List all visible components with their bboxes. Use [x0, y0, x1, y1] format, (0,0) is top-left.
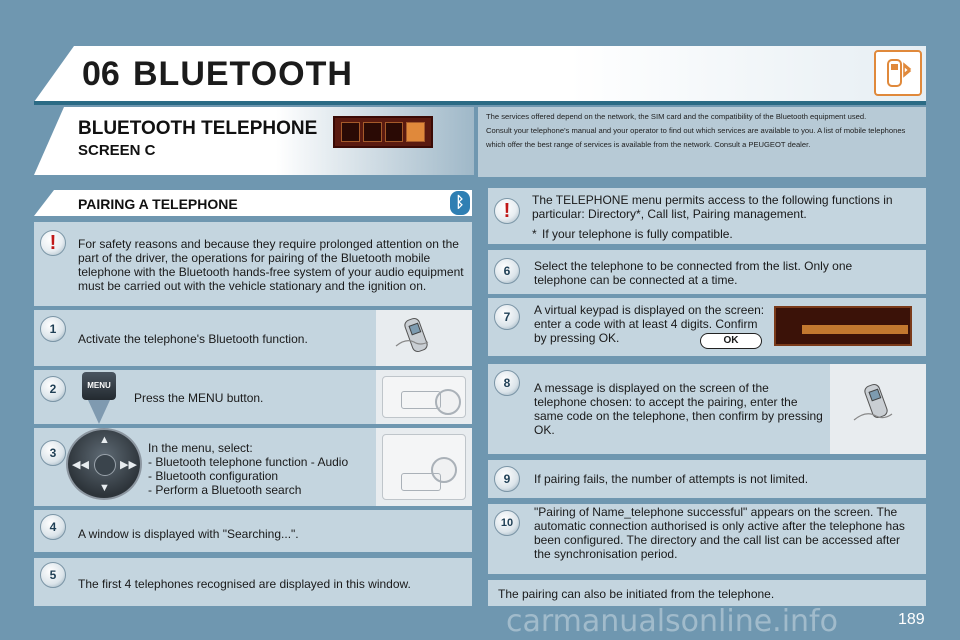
- phone-in-hand-image: [376, 310, 472, 366]
- warning-icon: !: [494, 198, 520, 224]
- menu-option-item: - Bluetooth telephone function - Audio: [148, 455, 349, 469]
- header-divider: [34, 101, 926, 105]
- step-number: 2: [40, 376, 66, 402]
- menu-key-icon: MENU: [82, 372, 116, 400]
- services-note-line1: The services offered depend on the network, the SIM card and the compatibility of the Bluetooth equipment used.: [486, 112, 867, 121]
- watermark: carmanualsonline.info: [506, 604, 838, 639]
- step-1-text: Activate the telephone's Bluetooth function.: [78, 332, 308, 346]
- step-number: 6: [494, 258, 520, 284]
- phone-in-hand-image: [830, 364, 926, 454]
- screen-c-display-icon: [333, 116, 433, 148]
- step-8-text: A message is displayed on the screen of the telephone chosen: to accept the pairing, enter the same code on the telephone, then confirm by pressing OK.: [534, 381, 823, 437]
- audio-unit-image: [376, 370, 472, 424]
- services-note-line2: Consult your telephone's manual and your operator to find out which services are available to you. A list of mobile telephones which offer the best range of services is available from the network. Consult a PEUGEOT dealer.: [486, 126, 906, 149]
- navigation-pad-icon: ▲ ▼ ◀◀ ▶▶: [66, 428, 142, 500]
- step-4-text: A window is displayed with "Searching...".: [78, 527, 299, 541]
- step-5-text: The first 4 telephones recognised are displayed in this window.: [78, 577, 411, 591]
- menu-option-item: - Perform a Bluetooth search: [148, 483, 302, 497]
- phone-bluetooth-icon: [874, 50, 922, 96]
- ok-button-icon: OK: [700, 333, 762, 349]
- step-number: 5: [40, 562, 66, 588]
- chapter-title: BLUETOOTH: [133, 55, 353, 93]
- step-number: 9: [494, 466, 520, 492]
- safety-warning-text: For safety reasons and because they require prolonged attention on the part of the driver, the operations for pairing of the Bluetooth mobile telephone with the Bluetooth hands-free system of your audio equipment must be carried out with the vehicle stationary and the ignition on.: [78, 237, 464, 293]
- step-7-text: A virtual keypad is displayed on the screen: enter a code with at least 4 digits. Confirm by pressing OK.: [534, 303, 765, 345]
- step-number: 10: [494, 510, 520, 536]
- audio-unit-image: [376, 428, 472, 506]
- step-number: 8: [494, 370, 520, 396]
- compatibility-footnote: If your telephone is fully compatible.: [542, 227, 733, 241]
- virtual-keypad-screen: [774, 306, 912, 346]
- page-number: 189: [898, 611, 925, 628]
- chapter-number: 06: [82, 55, 120, 93]
- telephone-menu-info: The TELEPHONE menu permits access to the following functions in particular: Directory*, Call list, Pairing management.: [532, 193, 893, 221]
- step-number: 4: [40, 514, 66, 540]
- section-subtitle: SCREEN C: [78, 142, 156, 159]
- step-10-text: "Pairing of Name_telephone successful" appears on the screen. The automatic connection authorised is only active after the telephone has been configured. The directory and the call list can be accessed after the synchronisation period.: [534, 505, 905, 561]
- services-note: [478, 107, 926, 177]
- pairing-title: PAIRING A TELEPHONE: [78, 196, 238, 212]
- step-6-text: Select the telephone to be connected from the list. Only one telephone can be connected at a time.: [534, 259, 853, 287]
- step-2-text: Press the MENU button.: [134, 391, 264, 405]
- step-3-list: [148, 441, 374, 497]
- footer-note: The pairing can also be initiated from the telephone.: [498, 587, 775, 601]
- step-number: 1: [40, 316, 66, 342]
- step-number: 7: [494, 304, 520, 330]
- warning-icon: !: [40, 230, 66, 256]
- step-9-text: If pairing fails, the number of attempts is not limited.: [534, 472, 809, 486]
- menu-option-item: - Bluetooth configuration: [148, 469, 279, 483]
- arrow-down-icon: [88, 400, 110, 424]
- section-title: BLUETOOTH TELEPHONE: [78, 118, 318, 139]
- bluetooth-icon: ᛒ: [450, 191, 470, 215]
- step-3-intro: In the menu, select:: [148, 441, 253, 455]
- step-number: 3: [40, 440, 66, 466]
- footnote-mark: *: [532, 227, 537, 241]
